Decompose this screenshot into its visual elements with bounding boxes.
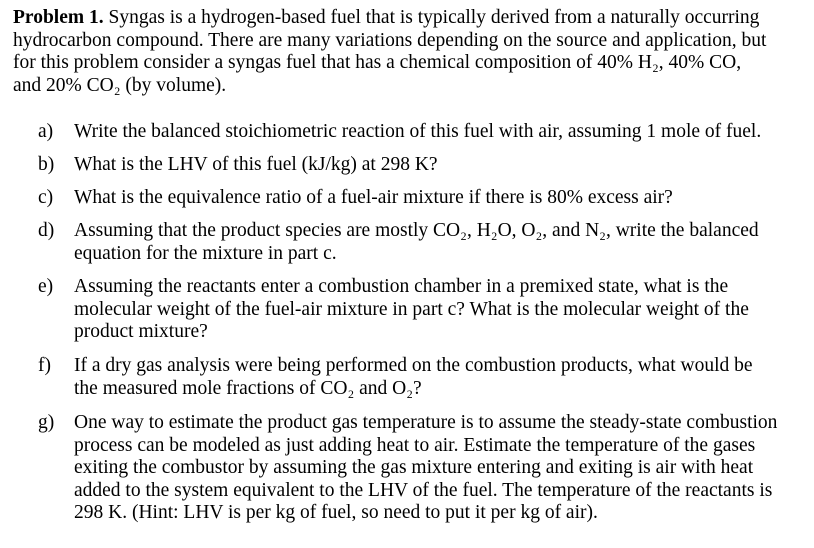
question-letter: e) (38, 276, 54, 297)
question-line: added to the system equivalent to the LHV of the fuel. The temperature of the reactants is (74, 479, 773, 501)
question-letter: f) (38, 355, 51, 376)
problem-label: Problem 1. (13, 7, 104, 28)
question-line: One way to estimate the product gas temperature is to assume the steady-state combustion (74, 412, 778, 433)
question-line: 298 K. (Hint: LHV is per kg of fuel, so need to put it per kg of air). (74, 502, 598, 523)
question-line: the measured mole fractions of CO₂ and O₂? (74, 377, 422, 399)
question-line: exiting the combustor by assuming the gas mixture entering and exiting is air with heat (74, 457, 754, 478)
question-line: Write the balanced stoichiometric reaction of this fuel with air, assuming 1 mole of fuel. (74, 121, 762, 142)
question-line: molecular weight of the fuel-air mixture in part c? What is the molecular weight of the (74, 298, 749, 320)
question-text (74, 121, 814, 144)
intro-line: hydrocarbon compound. There are many variations depending on the source and application, but (13, 29, 767, 51)
intro-line: and 20% CO₂ (by volume). (13, 74, 227, 96)
question-text (74, 276, 814, 344)
question-letter: g) (38, 412, 55, 433)
question-text (74, 154, 814, 177)
intro-text: Syngas is a hydrogen-based fuel that is typically derived from a naturally occurring (103, 7, 760, 28)
question-line: If a dry gas analysis were being performed on the combustion products, what would be (74, 355, 753, 376)
question-text (74, 355, 814, 400)
problem-intro (13, 7, 803, 97)
question-letter: a) (38, 121, 54, 142)
question-line: equation for the mixture in part c. (74, 242, 337, 264)
question-line: process can be modeled as just adding heat to air. Estimate the temperature of the gases (74, 434, 756, 456)
question-line: What is the LHV of this fuel (kJ/kg) at 298 K? (74, 154, 438, 175)
question-line: Assuming the reactants enter a combustion chamber in a premixed state, what is the (74, 276, 729, 297)
intro-line (13, 7, 803, 30)
question-letter: d) (38, 220, 55, 241)
question-letter: c) (38, 187, 54, 208)
intro-line: for this problem consider a syngas fuel that has a chemical composition of 40% H₂, 40% CO, (13, 52, 742, 73)
question-text (74, 187, 814, 210)
question-text (74, 412, 814, 525)
question-letter: b) (38, 154, 55, 175)
question-line: What is the equivalence ratio of a fuel-air mixture if there is 80% excess air? (74, 187, 673, 208)
question-text (74, 220, 814, 265)
question-line: Assuming that the product species are mostly CO₂, H₂O, O₂, and N₂, write the balanced (74, 220, 759, 241)
question-line: product mixture? (74, 321, 208, 342)
